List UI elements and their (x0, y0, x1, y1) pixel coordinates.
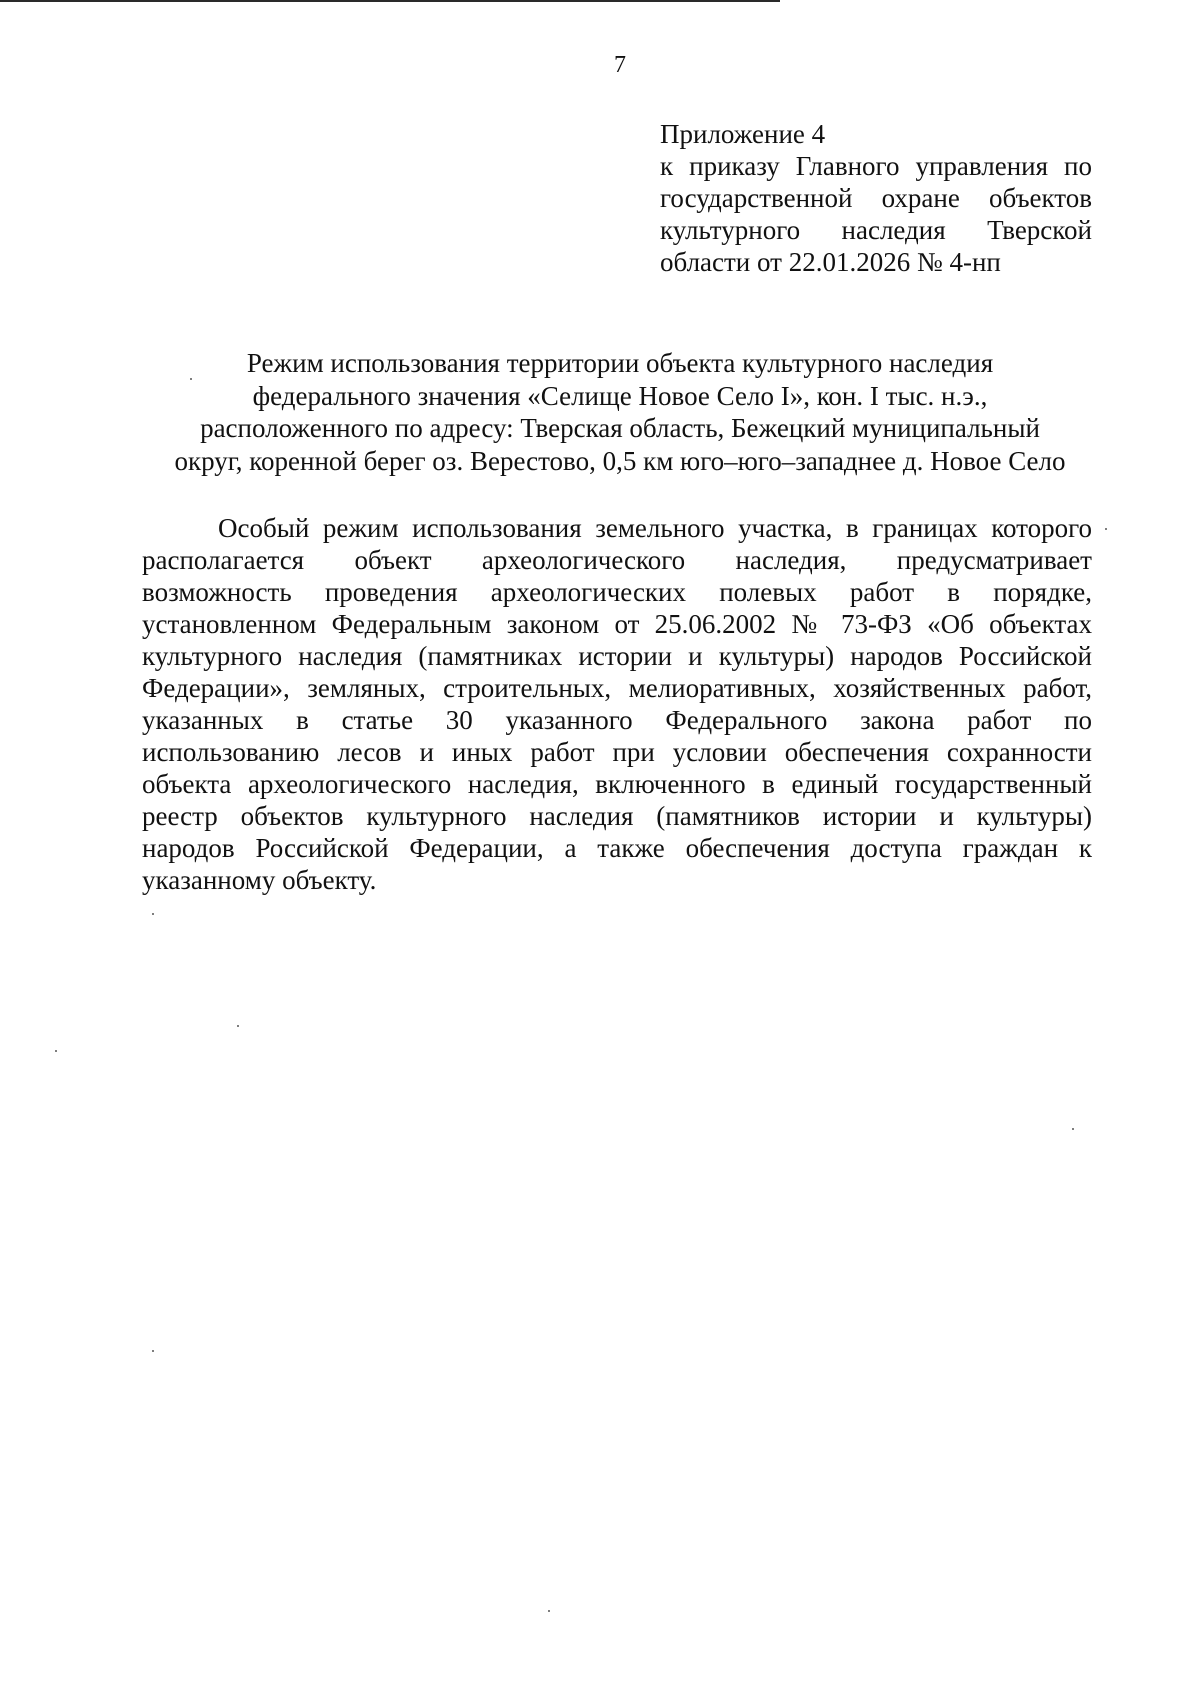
paragraph-line: Федерации», земляных, строительных, мелиоративных, хозяйственных работ, (142, 673, 1092, 703)
appendix-title: Приложение 4 (660, 119, 826, 149)
paragraph-line: располагается объект археологического наследия, предусматривает (142, 545, 1092, 575)
paragraph-line: указанному объекту. (142, 865, 377, 895)
title-line: Режим использования территории объекта культурного наследия (246, 348, 994, 378)
paragraph-line: культурного наследия (памятниках истории и культуры) народов Российской (142, 641, 1092, 671)
paragraph-line: народов Российской Федерации, а также обеспечения доступа граждан к (142, 833, 1092, 863)
scan-speck (190, 378, 192, 380)
paragraph-line: объекта археологического наследия, включенного в единый государственный (142, 769, 1092, 799)
page-number: 7 (614, 52, 626, 78)
body-paragraph (142, 512, 1092, 896)
scan-speck (55, 1050, 57, 1052)
title-line: расположенного по адресу: Тверская область, Бежецкий муниципальный (200, 413, 1040, 443)
scan-speck (152, 1350, 154, 1352)
appendix-line: государственной охране объектов (660, 183, 1092, 213)
paragraph-line: использованию лесов и иных работ при условии обеспечения сохранности (142, 737, 1092, 767)
appendix-line: к приказу Главного управления по (660, 151, 1092, 181)
scan-speck (1105, 528, 1107, 530)
scan-edge-line (0, 0, 780, 2)
paragraph-line: указанных в статье 30 указанного Федерального закона работ по (142, 705, 1092, 735)
paragraph-line: установленном Федеральным законом от 25.06.2002 № 73-ФЗ «Об объектах (142, 609, 1092, 639)
paragraph-line: реестр объектов культурного наследия (памятников истории и культуры) (142, 801, 1092, 831)
scan-speck (1072, 1128, 1074, 1130)
scan-speck (152, 913, 154, 915)
appendix-line: культурного наследия Тверской (660, 215, 1092, 245)
paragraph-line: возможность проведения археологических полевых работ в порядке, (142, 577, 1092, 607)
appendix-line: области от 22.01.2026 № 4-нп (660, 247, 1001, 277)
title-line: федерального значения «Селище Новое Село I», кон. I тыс. н.э., (252, 380, 988, 411)
scan-speck (237, 1025, 239, 1027)
document-title (130, 347, 1110, 477)
title-line: округ, коренной берег оз. Верестово, 0,5 км юго–юго–западнее д. Новое Село (174, 445, 1066, 476)
scan-speck (548, 1610, 550, 1612)
appendix-header (660, 118, 1092, 278)
paragraph-line: Особый режим использования земельного участка, в границах которого (218, 513, 1092, 543)
